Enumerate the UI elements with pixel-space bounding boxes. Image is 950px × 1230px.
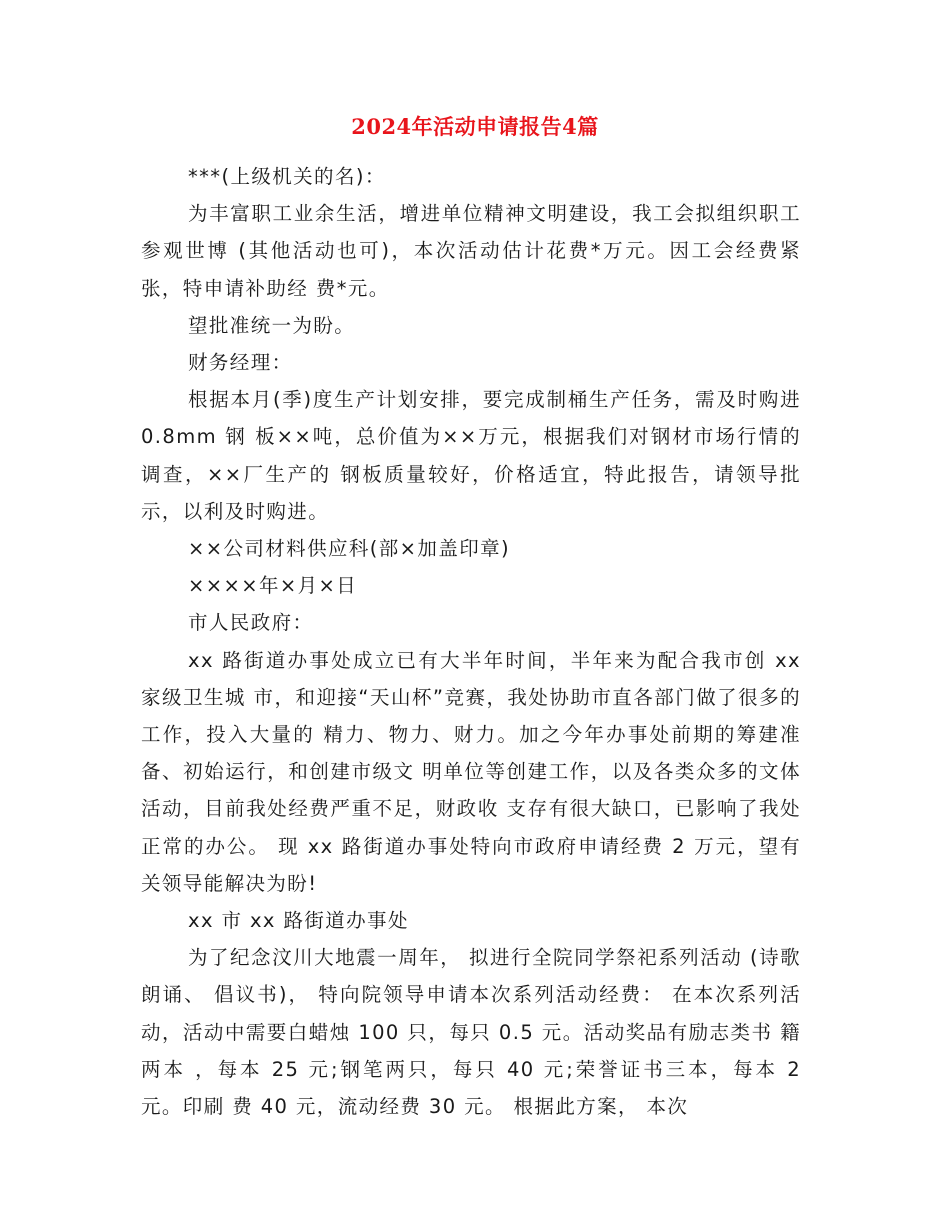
paragraph-street-office-request: xx 路街道办事处成立已有大半年时间，半年来为配合我市创 xx 家级卫生城 市，和迎接“天山杯”竞赛，我处协助市直各部门做了很多的工作，投入大量的 精力、物力、财力。加之今年办事处前期的筹建准备、初始运行，和创建市级文 明单位等创建工作，以及各类众多的文体活动，目前我处经费严重不足，财政收 支存有很大缺口，已影响了我处正常的办公。 现 xx 路街道办事处特向市政府申请经费 2 万元，望有关领导能解决为盼! (141, 648, 801, 895)
paragraph-salutation-superior: ***(上级机关的名)： (188, 165, 386, 188)
document-title: 2024年活动申请报告4篇 (351, 114, 599, 139)
paragraph-union-request: 为丰富职工业余生活，增进单位精神文明建设，我工会拟组织职工参观世博 (其他活动也可)，本次活动估计花费*万元。因工会经费紧张，特申请补助经 费*元。 (141, 202, 801, 300)
paragraph-memorial-activity: 为了纪念汶川大地震一周年， 拟进行全院同学祭祀系列活动 (诗歌朗诵、 倡议书)， 特向院领导申请本次系列活动经费： 在本次系列活动，活动中需要白蜡烛 100 只，每只 0.5 元。活动奖品有励志类书 籍 两本 ，每本 25 元;钢笔两只，每只 40 元;荣誉证书三本，每本 2 元。印刷 费 40 元，流动经费 30 元。 根据此方案， 本次 (141, 946, 801, 1119)
paragraph-date: ××××年×月×日 (188, 574, 358, 598)
paragraph-approval-hope: 望批准统一为盼。 (188, 313, 356, 337)
document-body (141, 158, 801, 1125)
paragraph-steel-purchase: 根据本月(季)度生产计划安排，要完成制桶生产任务，需及时购进 0.8mm 钢 板××吨，总价值为××万元，根据我们对钢材市场行情的调查，××厂生产的 钢板质量较好，价格适宜，特此报告，请领导批示，以利及时购进。 (141, 388, 801, 523)
paragraph-salutation-finance: 财务经理： (188, 351, 293, 375)
paragraph-salutation-government: 市人民政府： (188, 611, 314, 635)
paragraph-signature-supply-dept: ××公司材料供应科(部×加盖印章) (188, 537, 511, 561)
paragraph-signature-street-office: xx 市 xx 路街道办事处 (188, 909, 409, 933)
